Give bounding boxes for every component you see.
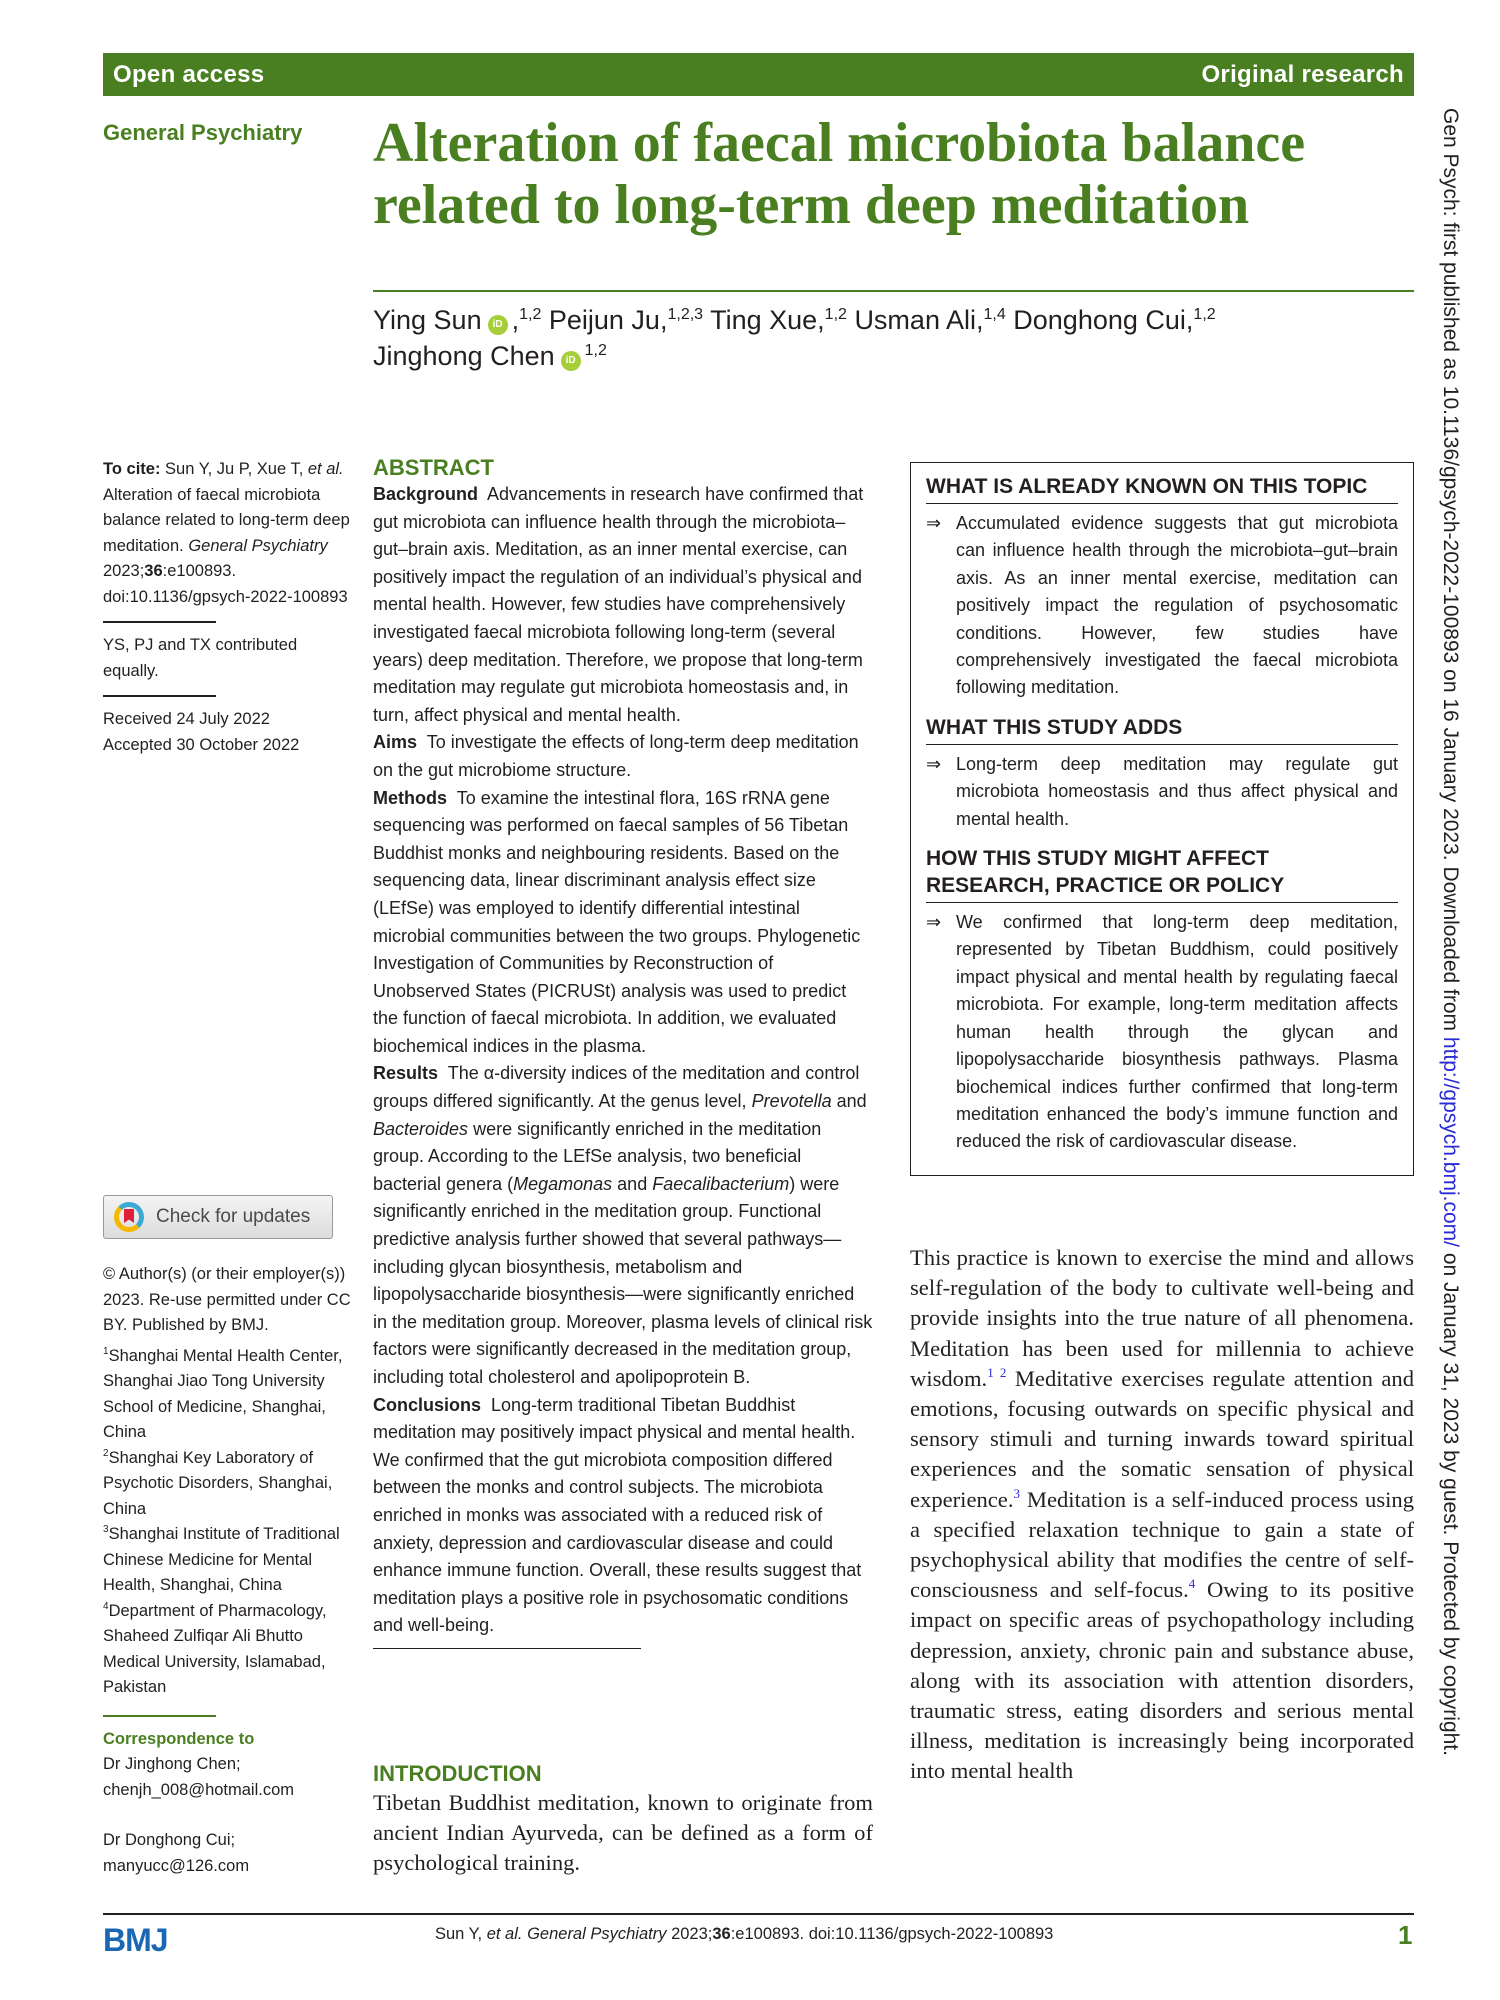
download-stamp (1432, 108, 1462, 1893)
introduction-heading: INTRODUCTION (373, 1761, 542, 1786)
reference-link[interactable]: 4 (1188, 1576, 1196, 1592)
section-label: Conclusions (373, 1394, 482, 1415)
genus-name: Megamonas (513, 1173, 613, 1194)
key-message-heading: WHAT IS ALREADY KNOWN ON THIS TOPIC (926, 473, 1398, 504)
cite-etal: et al. (307, 460, 344, 478)
author-affiliation: 1,2 (1193, 306, 1216, 323)
author-affiliation: 1,4 (983, 306, 1006, 323)
body-text: This practice is known to exercise the mind and allows self-regulation of the body to cultivate well-being and provide insights into the true nature of all phenomena. Meditation has been used for millennia to achieve wisdom. (910, 1245, 1414, 1391)
key-message-item (926, 751, 1398, 833)
section-text: Long-term traditional Tibetan Buddhist meditation may positively impact physical and mental health. We confirmed that the gut microbiota composition differed between the monks and control subjects. The microbiota enriched in monks was associated with a reduced risk of anxiety, depression and cardiovascular disease and could enhance immune function. Overall, these results suggest that meditation plays a positive role in psychosomatic conditions and well-being. (373, 1394, 862, 1636)
section-text: and (836, 1091, 867, 1112)
section-text: The α-diversity indices of the meditation and control groups differed significantly. At the genus level, (373, 1063, 860, 1112)
genus-name: Bacteroides (373, 1118, 469, 1139)
introduction-paragraph: Tibetan Buddhist meditation, known to originate from ancient Indian Ayurveda, can be defined as a form of psychological training. (373, 1790, 873, 1876)
open-access-label: Open access (113, 60, 265, 88)
cite-label: To cite: (103, 460, 161, 478)
abstract-aims (373, 729, 873, 784)
copyright-notice: © Author(s) (or their employer(s)) 2023. Re-use permitted under CC BY. Published by BMJ. (103, 1265, 351, 1334)
affiliation-number: 1 (103, 1345, 109, 1357)
contribution-note: YS, PJ and TX contributed equally. (103, 636, 298, 680)
check-for-updates-button[interactable] (103, 1195, 333, 1239)
cite-journal: General Psychiatry (188, 536, 328, 555)
author-affiliation: 1,2,3 (667, 306, 704, 323)
footer-cite-year: 2023; (671, 1925, 713, 1943)
body-text: Meditation is a self-induced process using a specified relaxation technique to gain a state of psychophysical ability that modifies the centre of self-consciousness and self-focus. (910, 1486, 1414, 1603)
affiliation-text: Department of Pharmacology, Shaheed Zulfiqar Ali Bhutto Medical University, Islamabad, Pakistan (103, 1601, 327, 1696)
affiliation-item (103, 1522, 353, 1599)
double-arrow-icon: ⇒ (926, 753, 942, 774)
author-affiliation: 1,2 (584, 342, 607, 359)
abstract-heading: ABSTRACT (373, 455, 494, 480)
key-message-text: Long-term deep meditation may regulate gut microbiota homeostasis and thus affect physical and mental health. (956, 753, 1398, 829)
article-title: Alteration of faecal microbiota balance related to long-term deep meditation (373, 112, 1306, 236)
abstract-divider (373, 1648, 641, 1650)
introduction-continued (910, 1243, 1414, 1787)
sidebar (103, 457, 353, 758)
correspondence-heading: Correspondence to (103, 1729, 255, 1748)
footer-cite-journal: General Psychiatry (527, 1925, 667, 1943)
correspondent-email[interactable]: chenjh_008@hotmail.com (103, 1780, 295, 1799)
key-message-heading: WHAT THIS STUDY ADDS (926, 714, 1398, 745)
affiliation-text: Shanghai Institute of Traditional Chinese Medicine for Mental Health, Shanghai, China (103, 1525, 340, 1594)
cite-doi[interactable]: :e100893. doi:10.1136/gpsych-2022-100893 (103, 562, 348, 606)
affiliation-item (103, 1599, 353, 1701)
footer-cite-etal: et al. (486, 1925, 523, 1943)
abstract-conclusions (373, 1392, 873, 1640)
section-text: To investigate the effects of long-term deep meditation on the gut microbiome structure. (373, 732, 859, 780)
double-arrow-icon: ⇒ (926, 513, 942, 533)
section-text: Advancements in research have confirmed that gut microbiota can influence health through the microbiota–gut–brain axis. Meditation, as an inner mental exercise, can positively impact the regulation of an individual’s physical and mental health. However, few studies have comprehensively investigated faecal microbiota following long-term (several years) deep meditation. Therefore, we propose that long-term meditation may regulate gut microbiota homeostasis and, in turn, affect physical and mental health. (373, 484, 864, 725)
genus-name: Prevotella (751, 1091, 832, 1112)
cite-title: Alteration of faecal microbiota balance related to long-term deep meditation. (103, 485, 350, 555)
affiliation-item (103, 1344, 353, 1446)
author-list: Ying Sun iD ,$^{1,2}$ Peijun Ju,$^{1,2,3}$ Ting Xue,$^{1,2}$ Usman Ali,$^{1,4}$ Donghong Cui,$^{1,2}$ Jinghong Chen iD$^{1,2}$ (373, 305, 1216, 371)
orcid-icon[interactable]: iD (488, 315, 508, 335)
divider (103, 621, 216, 623)
affiliation-list (103, 1344, 353, 1701)
divider (103, 1715, 216, 1717)
double-arrow-icon: ⇒ (926, 912, 942, 933)
key-messages-box (910, 462, 1414, 1176)
introduction (373, 1760, 873, 1879)
affiliation-number: 4 (103, 1600, 109, 1612)
stamp-text: Gen Psych: first published as 10.1136/gpsych-2022-100893 on 16 January 2023. Downloaded from (1439, 108, 1462, 1032)
author-name[interactable]: Jinghong Chen (373, 341, 555, 371)
section-text: To examine the intestinal flora, 16S rRNA gene sequencing was performed on faecal samples of 56 Tibetan Buddhist monks and neighbouring residents. Based on the sequencing data, linear discriminant analysis effect size (LEfSe) was employed to identify differential intestinal microbial communities between the two groups. Phylogenetic Investigation of Communities by Reconstruction of Unobserved States (PICRUSt) analysis was used to predict the function of faecal microbiota. In addition, we evaluated biochemical indices in the plasma. (373, 787, 861, 1056)
stamp-text: on January 31, 2023 by guest. Protected by copyright. (1439, 1252, 1462, 1756)
journal-name: General Psychiatry (103, 120, 303, 145)
title-divider (373, 290, 1414, 292)
accepted-date: Accepted 30 October 2022 (103, 735, 300, 754)
page-number: 1 (1398, 1920, 1413, 1950)
header-bar (103, 53, 1414, 96)
affiliation-text: Shanghai Mental Health Center, Shanghai Jiao Tong University School of Medicine, Shanghai, China (103, 1346, 343, 1441)
body-paragraph (910, 1243, 1414, 1787)
reference-link[interactable]: 3 (1013, 1485, 1020, 1501)
footer-citation (435, 1925, 1053, 1944)
check-for-updates-label: Check for updates (156, 1206, 311, 1227)
footer-cite-volume: 36 (712, 1925, 731, 1943)
sidebar-lower (103, 1262, 353, 1879)
citation-block (103, 457, 353, 610)
author-name[interactable]: Ting Xue (710, 305, 818, 335)
article-type-label: Original research (1201, 60, 1404, 88)
divider (103, 695, 216, 697)
affiliation-number: 2 (103, 1447, 109, 1459)
footer-cite-author: Sun Y, (435, 1925, 483, 1943)
section-text: ) were significantly enriched in the meditation group. Functional predictive analysis further showed that several pathways—including glycan biosynthesis, metabolism and lipopolysaccharide biosynthesis—were significantly enriched in the meditation group. Moreover, plasma levels of clinical risk factors were significantly decreased in the meditation group, including total cholesterol and apolipoprotein B. (373, 1173, 873, 1387)
bmj-logo: BMJ (103, 1922, 168, 1958)
affiliation-text: Shanghai Key Laboratory of Psychotic Disorders, Shanghai, China (103, 1448, 333, 1518)
genus-name: Faecalibacterium (652, 1173, 790, 1194)
key-message-text: We confirmed that long-term deep meditation, represented by Tibetan Buddhism, could positively impact physical and mental health by regulating faecal microbiota. For example, long-term meditation affects human health through the glycan and lipopolysaccharide biosynthesis pathways. Plasma biochemical indices further confirmed that long-term meditation enhanced the body’s immune function and reduced the risk of cardiovascular disease. (956, 912, 1398, 1152)
key-message-heading: HOW THIS STUDY MIGHT AFFECT RESEARCH, PRACTICE OR POLICY (926, 845, 1398, 903)
author-affiliation: 1,2 (824, 306, 847, 323)
author-name[interactable]: Ying Sun (373, 305, 482, 335)
section-text: were significantly enriched in the meditation group. According to the LEfSe analysis, two beneficial bacterial genera ( (373, 1118, 822, 1194)
body-text: Meditative exercises regulate attention and emotions, focusing outwards on specific physical and sensory stimuli and turning inwards toward spiritual experiences and the somatic sensation of physical experience. (910, 1365, 1415, 1512)
section-label: Background (373, 484, 479, 504)
abstract-results (373, 1060, 873, 1391)
journal-link[interactable]: http://gpsych.bmj.com/ (1439, 1036, 1462, 1247)
abstract-background (373, 481, 873, 729)
reference-link[interactable]: 1 2 (987, 1364, 1007, 1380)
received-date: Received 24 July 2022 (103, 710, 270, 728)
author-name[interactable]: Usman Ali (854, 305, 976, 335)
orcid-icon[interactable]: iD (561, 351, 581, 371)
abstract (373, 455, 873, 1649)
abstract-methods (373, 785, 873, 1061)
key-message-text: Accumulated evidence suggests that gut microbiota can influence health through the microbiota–gut–brain axis. As an inner mental exercise, meditation can positively impact the regulation of psychosomatic conditions. However, few studies have comprehensively investigated the faecal microbiota following meditation. (956, 513, 1398, 698)
section-label: Methods (373, 787, 447, 808)
section-label: Aims (373, 732, 418, 753)
key-message-item (926, 510, 1398, 702)
cite-volume: 36 (144, 562, 163, 580)
key-message-item (926, 909, 1398, 1156)
cite-authors: Sun Y, Ju P, Xue T, (165, 460, 304, 478)
author-name[interactable]: Donghong Cui (1013, 305, 1186, 335)
correspondent-email[interactable]: manyucc@126.com (103, 1856, 250, 1875)
author-name[interactable]: Peijun Ju (548, 305, 660, 335)
cite-year: 2023; (103, 562, 145, 580)
affiliation-number: 3 (103, 1524, 109, 1535)
section-text: and (617, 1173, 648, 1194)
crossmark-icon (114, 1202, 144, 1232)
correspondent-name: Dr Donghong Cui; (103, 1831, 236, 1849)
author-affiliation: 1,2 (519, 306, 542, 323)
affiliation-item (103, 1446, 353, 1523)
section-label: Results (373, 1063, 439, 1084)
correspondent-name: Dr Jinghong Chen; (103, 1755, 241, 1773)
body-text: Owing to its positive impact on specific areas of psychopathology including depression, anxiety, chronic pain and substance abuse, along with its association with attention disorders, traumatic stress, eating disorders and serious mental illness, meditation is increasingly being incorporated into mental health (910, 1577, 1415, 1784)
footer-cite-doi: :e100893. doi:10.1136/gpsych-2022-100893 (730, 1925, 1054, 1943)
footer-divider (103, 1913, 1414, 1915)
